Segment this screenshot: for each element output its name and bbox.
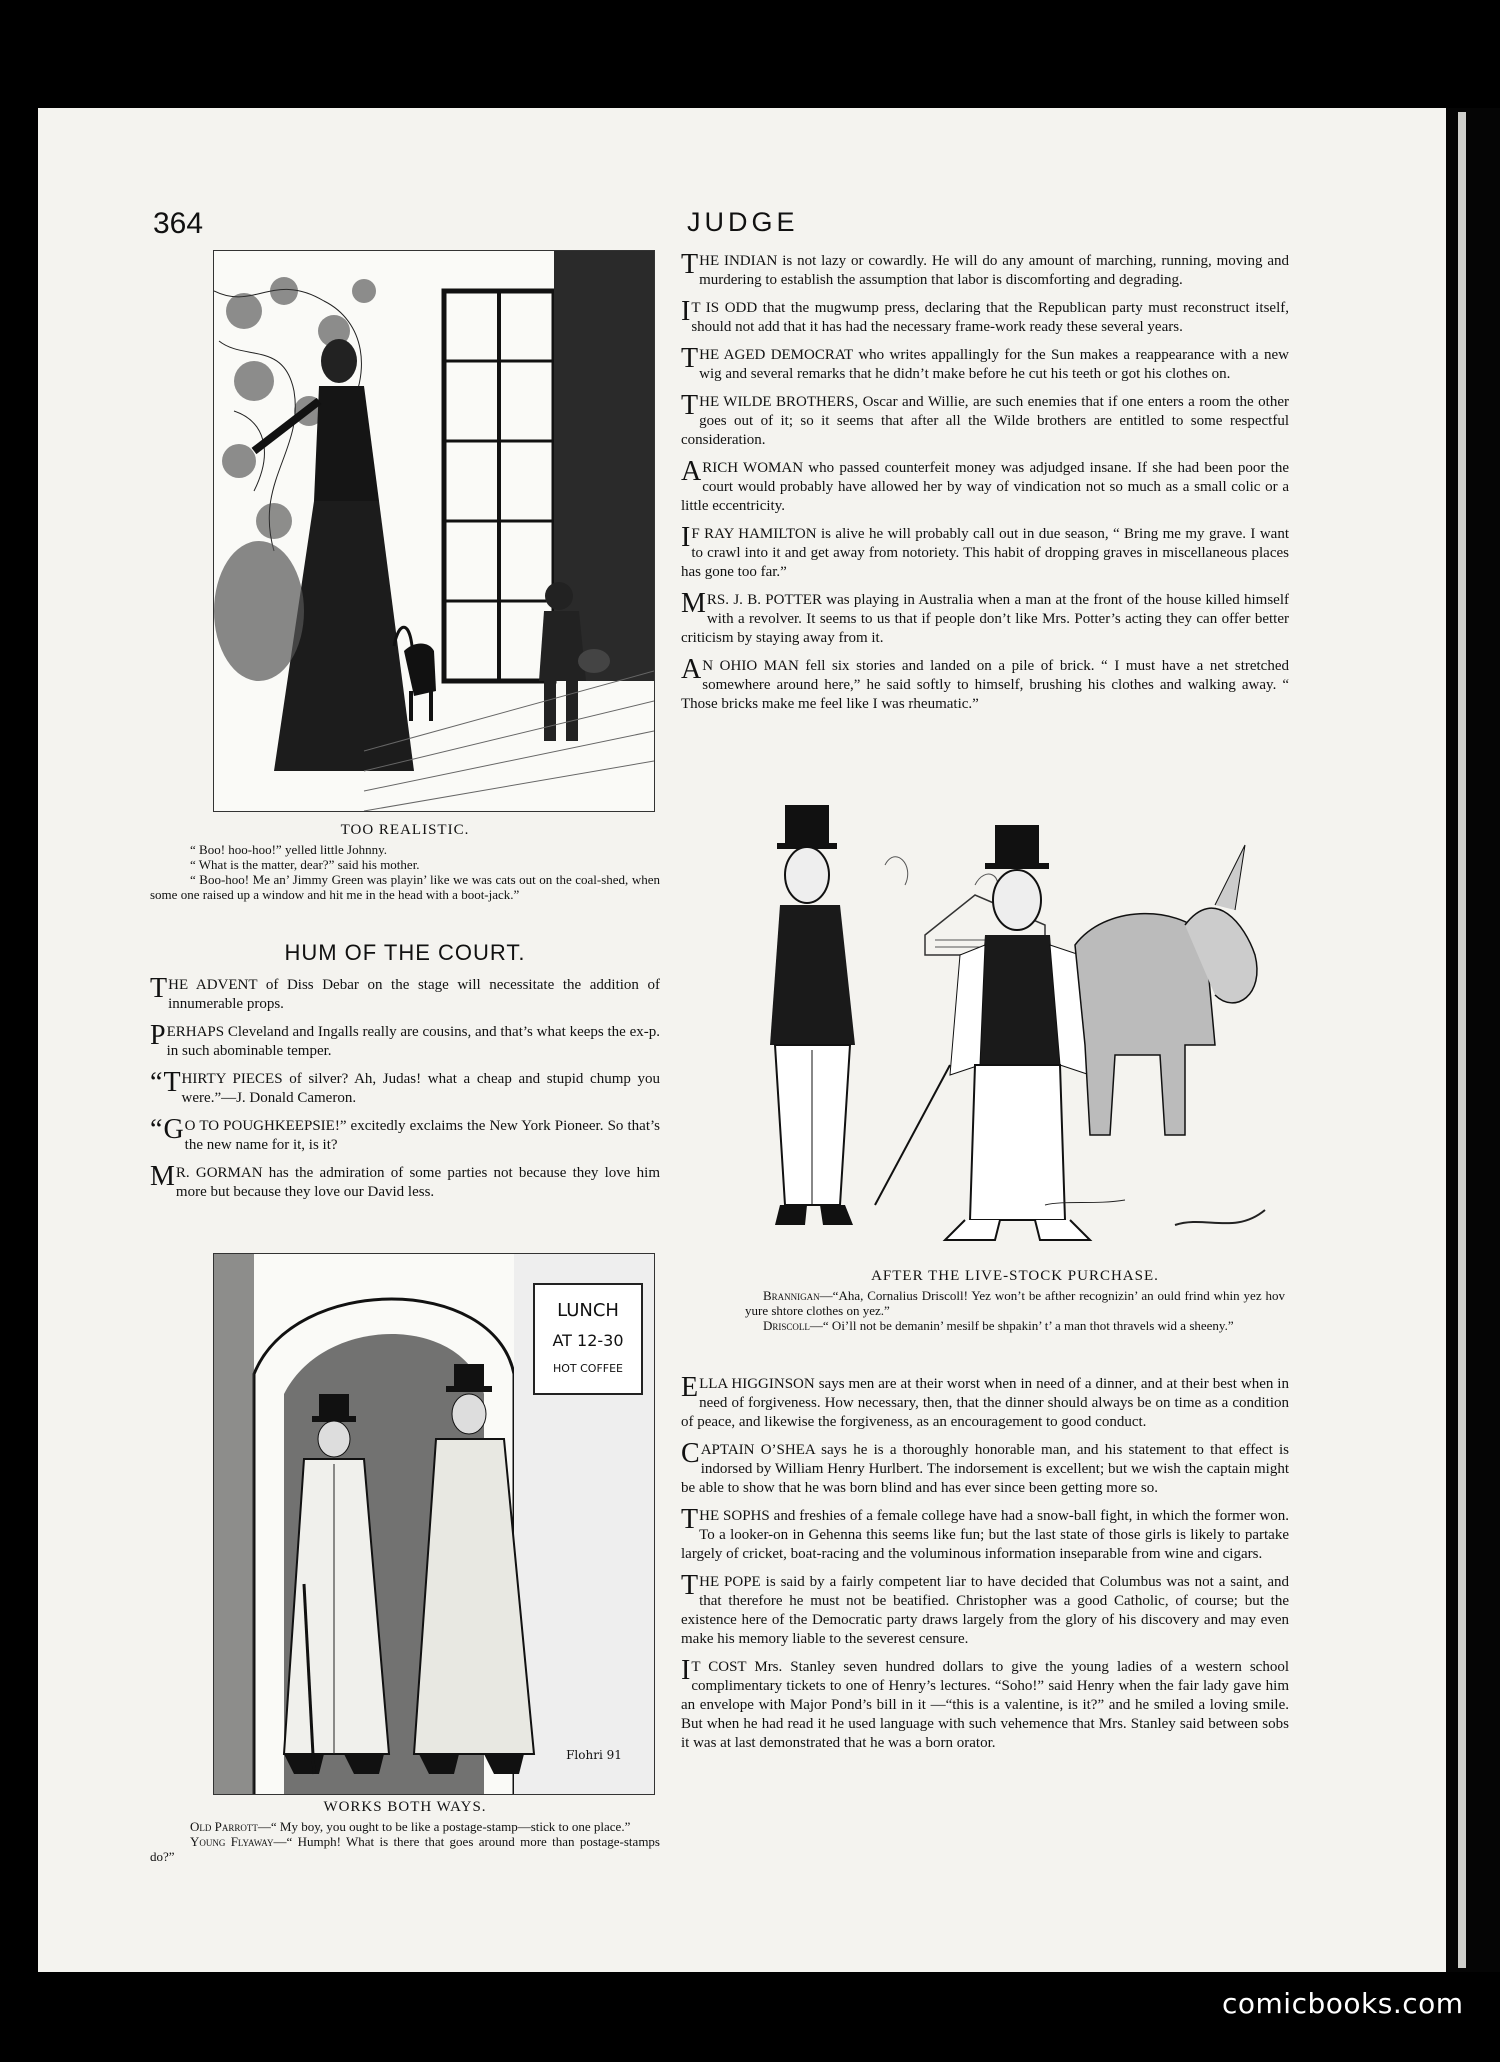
drop-cap: T xyxy=(681,390,699,421)
drop-cap: G xyxy=(163,1114,184,1145)
drop-cap: T xyxy=(163,1067,181,1098)
caption-line xyxy=(150,1819,660,1834)
illustration-works-both-ways xyxy=(213,1253,655,1795)
illustration-too-realistic xyxy=(213,250,655,812)
paragraph xyxy=(681,1372,1289,1432)
drop-cap: T xyxy=(681,343,699,374)
lead-words: HE AGED DEMOCRAT xyxy=(699,347,853,363)
paragraph xyxy=(150,1161,661,1202)
lead-words: T COST xyxy=(691,1659,747,1675)
editorial-items xyxy=(681,249,1290,714)
lead-words: RS. J. B. POTTER xyxy=(706,592,822,608)
artist-signature: Flohri 91 xyxy=(566,1748,622,1762)
next-page-edge xyxy=(1446,108,1500,1972)
drop-cap: E xyxy=(681,1372,699,1403)
masthead: JUDGE xyxy=(687,207,799,237)
paragraph xyxy=(681,522,1289,582)
paragraph xyxy=(681,654,1290,714)
lead-words: O TO POUGHKEEPSIE! xyxy=(184,1118,340,1134)
lead-words: T IS ODD xyxy=(691,300,758,316)
lead-words: APTAIN O’SHEA xyxy=(700,1442,815,1458)
paragraph xyxy=(681,296,1289,337)
drop-cap: I xyxy=(681,1655,691,1686)
caption-line: “ Boo-hoo! Me an’ Jimmy Green was playin’ like we was cats out on the coal-shed, when some one raised up a window and hit me in the head with a boot-jack.” xyxy=(150,872,660,902)
watermark: comicbooks.com xyxy=(1222,1987,1464,2020)
lead-words: HIRTY PIECES xyxy=(181,1071,283,1087)
drop-cap: A xyxy=(681,456,702,487)
hum-of-the-court-section xyxy=(150,940,660,1211)
paragraph-text: is said by a fairly competent liar to have decided that Columbus was not a saint, and that therefore he must not be beatified. Christopher was a good Catholic, of course; but the existence here of the Democratic party draws largely from the glory of his discovery and may even make his memory liable to the severest censure. xyxy=(681,1574,1289,1647)
caption-line xyxy=(745,1318,1285,1333)
page-edge-strip xyxy=(1458,112,1466,1968)
paragraph xyxy=(150,1067,660,1108)
caption-line: “ What is the matter, dear?” said his mother. xyxy=(190,857,420,872)
lead-words: LLA HIGGINSON xyxy=(699,1376,815,1392)
two-men-donkey-drawing xyxy=(745,805,1285,1265)
drop-cap: T xyxy=(681,1570,699,1601)
paragraph xyxy=(681,1570,1289,1649)
speaker: Driscoll xyxy=(763,1318,810,1333)
paragraph xyxy=(681,1655,1290,1753)
sign-lunch: LUNCH xyxy=(557,1300,619,1321)
paragraph xyxy=(681,456,1289,516)
drop-cap: T xyxy=(681,1504,699,1535)
caption-line xyxy=(745,1288,1285,1318)
drop-cap: T xyxy=(150,973,168,1004)
lead-words: R. GORMAN xyxy=(175,1165,263,1181)
editorial-items xyxy=(681,1372,1290,1753)
caption-title: TOO REALISTIC. xyxy=(340,822,470,838)
illustration-live-stock-purchase xyxy=(745,805,1285,1265)
drop-cap: A xyxy=(681,654,702,685)
drop-cap: T xyxy=(681,249,699,280)
drop-cap: I xyxy=(681,522,691,553)
drop-cap: M xyxy=(150,1161,175,1192)
speaker: Young Flyaway xyxy=(190,1834,274,1849)
lead-words: N OHIO MAN xyxy=(702,658,799,674)
right-column-bottom xyxy=(681,1372,1290,1762)
open-quote: “ xyxy=(150,1114,163,1145)
caption-live-stock-purchase xyxy=(745,1268,1285,1333)
paragraph-text: and freshies of a female college have had a snow-ball fight, in which the former won. To a looker-on in Gehenna this seems like fun; but the last state of those girls is likely to partake largely of cricket, boat-racing and the voluminous information inseparable from wine and cigars. xyxy=(681,1508,1290,1562)
paragraph-text: that the mugwump press, declaring that the Republican party must reconstruct itself, should not add that it has had the necessary frame-work ready these several years. xyxy=(691,300,1289,335)
drop-cap: P xyxy=(150,1020,166,1051)
paragraph xyxy=(150,1114,660,1155)
speech: —“ My boy, you ought to be like a postage-stamp—stick to one place.” xyxy=(257,1819,631,1834)
caption-title: AFTER THE LIVE-STOCK PURCHASE. xyxy=(871,1268,1159,1284)
lead-words: F RAY HAMILTON xyxy=(691,526,817,542)
speaker: Old Parrott xyxy=(190,1819,258,1834)
paragraph-text: says men are at their worst when in need of a dinner, and at their best when in need of forgiveness. How necessary, then, that the dinner should always be on time as a condition of peace, and likewise the forgiveness, as an encouragement to good conduct. xyxy=(681,1376,1289,1430)
paragraph xyxy=(681,390,1289,450)
paragraph-text: Oscar and Willie, are such enemies that if one enters a room the other goes out of it; so it seems that after all the Wilde brothers are entitled to some respectful consideration. xyxy=(681,394,1289,448)
paragraph-text: of silver? Ah, Judas! what a cheap and stupid chump you were.”—J. Donald Cameron. xyxy=(181,1071,660,1106)
section-heading: HUM OF THE COURT. xyxy=(284,940,526,965)
paragraph xyxy=(681,1438,1289,1498)
lead-words: HE SOPHS xyxy=(699,1508,770,1524)
lead-words: RICH WOMAN xyxy=(702,460,804,476)
lead-words: HE INDIAN xyxy=(699,253,778,269)
two-men-drawing xyxy=(214,1254,654,1794)
paragraph-text: of Diss Debar on the stage will necessitate the addition of innumerable props. xyxy=(168,977,660,1012)
lead-words: HE ADVENT xyxy=(168,977,258,993)
paragraph xyxy=(681,249,1289,290)
lead-words: HE WILDE BROTHERS, xyxy=(699,394,859,410)
caption-line xyxy=(150,1834,660,1864)
court-items xyxy=(150,973,661,1202)
paragraph-text: is not lazy or cowardly. He will do any amount of marching, running, moving and murdering to establish the assumption that labor is discomforting and degrading. xyxy=(699,253,1289,288)
paragraph-text: says he is a thoroughly honorable man, and his statement to that effect is indorsed by William Henry Hurlbert. The indorsement is excellent; but we wish the captain might be able to show that he was born blind and has ever since been getting more so. xyxy=(681,1442,1289,1496)
paragraph-text: ” excitedly exclaims the New York Pioneer. So that’s the new name for it, is it? xyxy=(184,1118,660,1153)
lead-words: HE POPE xyxy=(699,1574,761,1590)
caption-title: WORKS BOTH WAYS. xyxy=(323,1799,487,1815)
right-column-top xyxy=(681,249,1290,723)
open-quote: “ xyxy=(150,1067,163,1098)
paragraph xyxy=(681,343,1289,384)
caption-too-realistic xyxy=(150,822,660,902)
woman-boy-cat-drawing xyxy=(214,251,654,811)
sign-coffee: HOT COFFEE xyxy=(552,1362,624,1375)
paragraph-text: fell six stories and landed on a pile of brick. “ I must have a net stretched somewhere around here,” he said softly to himself, brushing his clothes and walking away. “ Those bricks make me feel like I was rheumatic.” xyxy=(681,658,1290,712)
paragraph-text: has the admiration of some parties not because they love him more but because they love our David less. xyxy=(175,1165,661,1200)
drop-cap: I xyxy=(681,296,691,327)
paragraph-text: Cleveland and Ingalls really are cousins, and that’s what keeps the ex-p. in such abominable temper. xyxy=(166,1024,660,1059)
paragraph xyxy=(681,588,1289,648)
paragraph-text: Mrs. Stanley seven hundred dollars to give the young ladies of a western school complimentary tickets to one of Henry’s lectures. “Soho!” said Henry when the fair lady gave him an envelope with Major Pond’s bill in it —“this is a valentine, is it?” and he smiled a loving smile. But when he had read it he used language with such vehemence that Mrs. Stanley said between sobs it was at last demonstrated that he was a born orator. xyxy=(681,1659,1290,1751)
speaker: Brannigan xyxy=(763,1288,820,1303)
speech: —“ Oi’ll not be demanin’ mesilf be shpakin’ t’ a man thot thravels wid a sheeny.” xyxy=(809,1318,1234,1333)
paragraph xyxy=(150,1020,660,1061)
paragraph-text: is alive he will probably call out in due season, “ Bring me my grave. I want to crawl into it and get away from notoriety. This habit of dropping graves in miscellaneous places has gone too far.” xyxy=(681,526,1289,580)
speech: —“ Humph! What is there that goes around more than postage-stamps do?” xyxy=(150,1834,660,1864)
paragraph-text: who writes appallingly for the Sun makes a reappearance with a new wig and several remarks that he didn’t make before he cut his teeth or got his clothes on. xyxy=(699,347,1289,382)
paragraph-text: who passed counterfeit money was adjudged insane. If she had been poor the court would probably have allowed her by way of vindication not so much as a small colic or a little eccentricity. xyxy=(681,460,1289,514)
lead-words: ERHAPS xyxy=(166,1024,225,1040)
paragraph xyxy=(681,1504,1290,1564)
speech: —“Aha, Cornalius Driscoll! Yez won’t be afther recognizin’ an ould frind whin yez hov yure shtore clothes on yez.” xyxy=(745,1288,1285,1318)
caption-works-both-ways xyxy=(150,1799,660,1864)
paragraph xyxy=(150,973,660,1014)
drop-cap: C xyxy=(681,1438,700,1469)
sign-time: AT 12-30 xyxy=(552,1331,624,1350)
page-number: 364 xyxy=(153,207,204,240)
caption-line: “ Boo! hoo-hoo!” yelled little Johnny. xyxy=(190,842,388,857)
drop-cap: M xyxy=(681,588,706,619)
paragraph-text: was playing in Australia when a man at the front of the house killed himself with a revolver. It seems to us that if people don’t like Mrs. Potter’s acting they can offer better criticism by staying away from it. xyxy=(681,592,1289,646)
